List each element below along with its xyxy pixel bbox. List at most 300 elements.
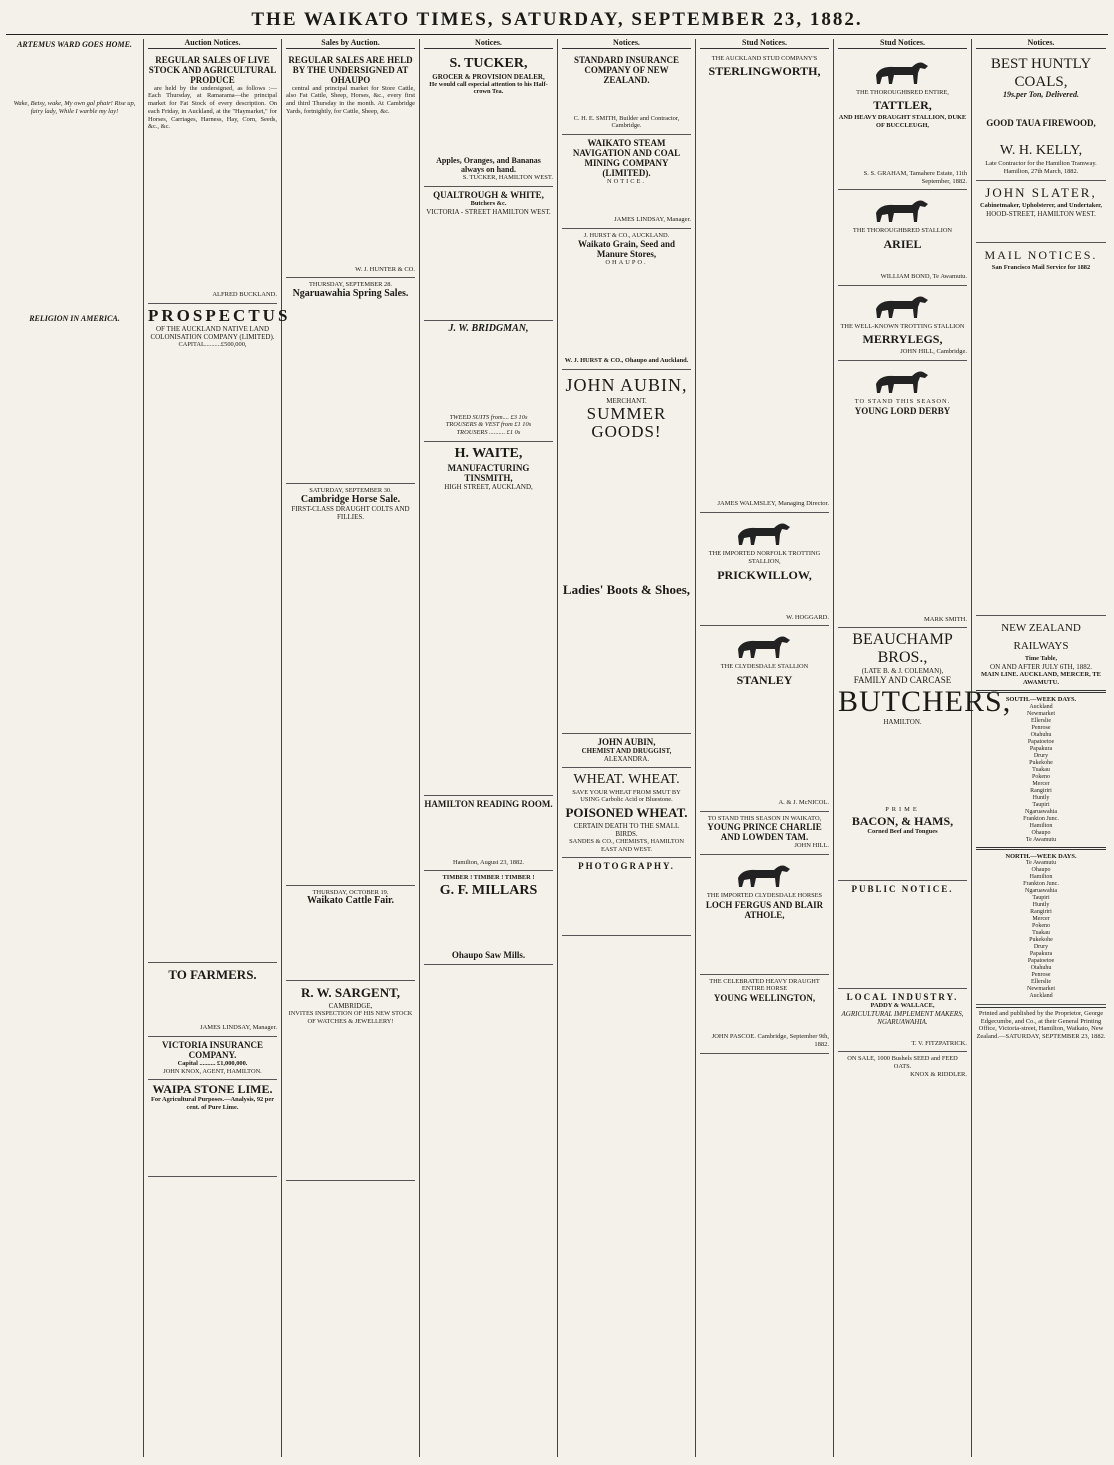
ad-title: JOHN AUBIN, bbox=[565, 374, 688, 395]
ad-title: QUALTROUGH & WHITE, bbox=[433, 189, 544, 200]
ad-capital: Capital .......... £1,000,000. bbox=[177, 1060, 248, 1068]
ad-text-block bbox=[838, 1026, 967, 1040]
table-row bbox=[976, 711, 1106, 718]
livestock-ad bbox=[148, 52, 277, 304]
column-heading: Notices. bbox=[976, 39, 1106, 49]
ad-subtitle: MANUFACTURING TINSMITH, bbox=[447, 462, 530, 483]
ad-subtitle: GROCER & PROVISION DEALER, bbox=[432, 72, 545, 81]
horse-name: STANLEY bbox=[736, 672, 793, 687]
ad-title: NEW ZEALAND RAILWAYS bbox=[1001, 622, 1081, 653]
ad-body: Corned Beef and Tongues bbox=[867, 828, 938, 836]
station-name: Frankton Junc. bbox=[1023, 815, 1059, 822]
ad-headline: Ladies' Boots & Shoes, bbox=[562, 581, 691, 597]
tattler-ad bbox=[838, 52, 967, 191]
ad-signature: JOHN HILL, Cambridge. bbox=[900, 348, 967, 356]
prospectus-ad bbox=[148, 304, 291, 964]
station-name: Pokeno bbox=[1032, 773, 1050, 780]
table-heading: SOUTH.—WEEK DAYS. bbox=[1005, 695, 1077, 703]
ad-signature: W. J. HUNTER & CO. bbox=[355, 265, 415, 273]
ad-title: JOHN AUBIN, bbox=[597, 736, 656, 747]
column-2 bbox=[144, 38, 291, 1457]
horse-icon bbox=[730, 518, 800, 548]
ad-line: MAIN LINE. AUCKLAND, MERCER, TE AWAMUTU. bbox=[981, 670, 1101, 686]
station-name: Pukekohe bbox=[1029, 759, 1053, 766]
ad-signature: T. V. FITZPATRICK. bbox=[911, 1039, 967, 1047]
ad-text-block bbox=[700, 584, 829, 614]
ad-text-block bbox=[424, 216, 553, 316]
horse-name: YOUNG PRINCE CHARLIE AND LOWDEN TAM. bbox=[707, 822, 822, 843]
ad-signature: JAMES WALMSLEY, Managing Director. bbox=[717, 500, 829, 508]
table-row bbox=[976, 802, 1106, 809]
ad-text-block bbox=[700, 1003, 829, 1033]
table-row bbox=[976, 993, 1106, 1000]
ad-title: BEAUCHAMP BROS., bbox=[852, 631, 953, 667]
table-row bbox=[976, 909, 1106, 916]
waipa-lime-ad bbox=[148, 1080, 277, 1176]
station-name: Newmarket bbox=[1027, 986, 1055, 993]
ad-text-block bbox=[424, 96, 553, 156]
ad-text-block bbox=[976, 218, 1106, 238]
ad-title: REGULAR SALES ARE HELD BY THE UNDERSIGNED AT OHAUPO bbox=[288, 54, 413, 85]
ad-body: For Agricultural Purposes.—Analysis, 92 per cent. of Pure Lime. bbox=[150, 1096, 275, 1112]
table-row bbox=[976, 774, 1106, 781]
ad-title: J. W. BRIDGMAN, bbox=[448, 322, 529, 334]
ad-date: Hamilton, 27th March, 1882. bbox=[1003, 168, 1079, 176]
station-name: Mercer bbox=[1032, 916, 1050, 923]
price-line: TWEED SUITS from.... £3 10s bbox=[449, 413, 528, 421]
ad-title: R. W. SARGENT, bbox=[300, 985, 401, 1001]
ad-signature: JAMES LINDSAY, Manager. bbox=[200, 1024, 277, 1032]
ad-signature: SANDES & CO., CHEMISTS, HAMILTON EAST AND WEST. bbox=[569, 838, 684, 853]
ad-subtitle: Time Table, bbox=[1024, 655, 1058, 663]
ad-title: MAIL NOTICES. bbox=[984, 247, 1098, 262]
ad-date: Hamilton, August 23, 1882. bbox=[452, 858, 524, 866]
tucker-ad bbox=[424, 52, 553, 187]
horse-icon bbox=[868, 291, 938, 321]
ad-subtitle: (LATE B. & J. COLEMAN), bbox=[861, 667, 944, 676]
table-row bbox=[976, 830, 1106, 837]
station-name: Taupiri bbox=[1032, 895, 1050, 902]
table-row bbox=[976, 916, 1106, 923]
wheat-ad bbox=[562, 768, 691, 859]
ad-headline: PADDY & WALLACE, bbox=[870, 1001, 935, 1009]
station-name: Newmarket bbox=[1027, 710, 1055, 717]
railways-ad bbox=[976, 616, 1106, 1005]
table-row bbox=[976, 972, 1106, 979]
ad-title: PHOTOGRAPHY. bbox=[578, 861, 675, 872]
table-row bbox=[976, 725, 1106, 732]
ad-title: THE THOROUGHBRED ENTIRE, bbox=[856, 88, 949, 96]
ad-headline: PRIME bbox=[885, 806, 920, 814]
horse-name: STERLINGWORTH, bbox=[708, 64, 821, 79]
cattle-fair-ad bbox=[286, 886, 415, 982]
station-name: Tuakau bbox=[1032, 766, 1050, 773]
horse-icon bbox=[868, 195, 938, 225]
table-row bbox=[976, 788, 1106, 795]
station-name: Drury bbox=[1033, 752, 1049, 759]
ad-signature: JOHN HILL. bbox=[794, 842, 829, 850]
ad-signature: C. H. E. SMITH, Builder and Contractor, Cambridge. bbox=[573, 114, 680, 130]
horse-icon bbox=[868, 366, 938, 396]
verse: Wake, Betsy, wake, My own gal phair! Rise up, fairy lady, While I warble my lay! bbox=[13, 100, 136, 116]
columns bbox=[6, 39, 1108, 1457]
station-name: Auckland bbox=[1029, 703, 1053, 710]
ad-signature: W. HOGGARD. bbox=[786, 613, 829, 621]
victoria-insurance-ad bbox=[148, 1037, 277, 1080]
oats-ad bbox=[838, 1052, 967, 1082]
ad-title: Waikato Grain, Seed and Manure Stores, bbox=[577, 239, 676, 260]
ad-title: THE CELEBRATED HEAVY DRAUGHT ENTIRE HORSE bbox=[709, 977, 820, 993]
bridgman-ad bbox=[424, 321, 553, 442]
ad-signature: S. TUCKER, HAMILTON WEST. bbox=[462, 174, 553, 182]
ad-title: LOCAL INDUSTRY. bbox=[846, 991, 959, 1002]
article-body bbox=[10, 58, 139, 98]
slater-ad bbox=[976, 181, 1106, 243]
table-row bbox=[976, 860, 1106, 867]
rule bbox=[976, 847, 1106, 850]
ariel-ad bbox=[838, 190, 967, 285]
horse-icon bbox=[868, 57, 938, 87]
millars-ad bbox=[424, 871, 553, 965]
article-text-block bbox=[10, 118, 139, 313]
station-name: Frankton Junc. bbox=[1023, 881, 1059, 888]
ad-place: HAMILTON. bbox=[883, 718, 922, 727]
aubin-chemist-ad bbox=[562, 734, 691, 768]
photography-ad bbox=[562, 858, 691, 936]
farmers-ad bbox=[148, 963, 277, 1037]
ad-subtitle: FAMILY AND CARCASE bbox=[853, 675, 952, 686]
ad-place: OHAUPO. bbox=[605, 259, 648, 267]
price-line: TROUSERS .......... £1 0s bbox=[456, 428, 521, 436]
table-row bbox=[976, 923, 1106, 930]
table-row bbox=[976, 816, 1106, 823]
ad-place: VICTORIA - STREET HAMILTON WEST. bbox=[426, 207, 551, 216]
waite-ad bbox=[424, 442, 553, 796]
ad-signature: JOHN PASCOE. Cambridge, September 9th, 1882. bbox=[711, 1033, 829, 1048]
station-name: Ohaupo bbox=[1031, 867, 1051, 874]
article-title: ARTEMUS WARD GOES HOME. bbox=[17, 40, 132, 49]
ad-headline: BUTCHERS, bbox=[838, 685, 1012, 719]
ad-subtitle: NOTICE. bbox=[606, 178, 647, 186]
table-row bbox=[976, 867, 1106, 874]
table-row bbox=[976, 951, 1106, 958]
column-3 bbox=[282, 39, 420, 1457]
ad-signature: WILLIAM BOND, Te Awamutu. bbox=[880, 272, 967, 280]
ad-signature: KNOX & RIDDLER. bbox=[910, 1070, 967, 1078]
station-name: Papatoetoe bbox=[1027, 738, 1055, 745]
ad-text-block bbox=[286, 1026, 415, 1176]
young-wellington-ad bbox=[700, 975, 829, 1054]
ad-title: WAIKATO STEAM NAVIGATION AND COAL MINING COMPANY (LIMITED). bbox=[572, 138, 681, 179]
table-row bbox=[976, 753, 1106, 760]
ad-text-block bbox=[700, 80, 829, 500]
station-name: Hamilton bbox=[1029, 874, 1053, 881]
sale-date: THURSDAY, SEPTEMBER 28. bbox=[308, 281, 393, 289]
ad-title: THE AUCKLAND STUD COMPANY'S bbox=[711, 54, 818, 62]
steam-navigation-ad bbox=[562, 135, 691, 228]
table-row bbox=[976, 718, 1106, 725]
horse-name: YOUNG WELLINGTON, bbox=[713, 993, 816, 1004]
ad-subtitle: AND HEAVY DRAUGHT STALLION, DUKE OF BUCCLEUGH, bbox=[838, 114, 967, 130]
ohaupo-sales-ad bbox=[286, 52, 415, 279]
station-name: Otahuhu bbox=[1030, 731, 1052, 738]
table-row bbox=[976, 746, 1106, 753]
ad-text-block bbox=[148, 984, 277, 1024]
article-title: RELIGION IN AMERICA. bbox=[29, 313, 120, 323]
article-text-block bbox=[10, 325, 139, 1365]
ad-body: central and principal market for Store Cattle, also Fat Cattle, Sheep, Horses, &c., every first and third Thursday in the month. At Cambridge Yards, fortnightly, for Cattle, Sheep, &c. bbox=[286, 84, 415, 115]
column-heading: Notices. bbox=[562, 39, 691, 49]
reading-room-ad bbox=[424, 796, 553, 872]
station-name: Auckland bbox=[1029, 993, 1053, 1000]
column-4 bbox=[420, 39, 558, 1457]
ad-body: ON SALE, 1000 Bushels SEED and FEED OATS. bbox=[847, 1055, 958, 1070]
price-line: TROUSERS & VEST from £1 10s bbox=[445, 421, 532, 429]
ad-body: He would call especial attention to his Half-crown Tea. bbox=[429, 80, 548, 96]
column-heading: Notices. bbox=[424, 39, 553, 49]
ad-subtitle: OF THE AUCKLAND NATIVE LAND COLONISATION COMPANY (LIMITED). bbox=[150, 324, 275, 341]
ad-text-block bbox=[976, 271, 1106, 611]
ad-text-block bbox=[976, 128, 1106, 142]
horse-icon bbox=[730, 631, 800, 661]
ad-title: PROSPECTUS bbox=[148, 305, 291, 325]
station-name: Pukekohe bbox=[1029, 937, 1053, 944]
ad-subtitle: CHEMIST AND DRUGGIST, bbox=[581, 746, 672, 755]
station-name: Huntly bbox=[1032, 902, 1050, 909]
ad-title: THE IMPORTED NORFOLK TROTTING STALLION, bbox=[708, 550, 821, 565]
station-name: Te Awamutu bbox=[1025, 860, 1057, 867]
ad-title: VICTORIA INSURANCE COMPANY. bbox=[161, 1040, 264, 1061]
horse-name: MERRYLEGS, bbox=[862, 332, 943, 347]
ad-text-block bbox=[286, 906, 415, 976]
ad-text-block bbox=[562, 441, 691, 581]
ad-headline: SUMMER GOODS! bbox=[586, 403, 667, 441]
ad-text-block bbox=[562, 871, 691, 931]
ad-title: HAMILTON READING ROOM. bbox=[424, 798, 553, 809]
station-name: Penrose bbox=[1031, 724, 1051, 731]
table-row bbox=[976, 823, 1106, 830]
ad-signature: JOHN KNOX, AGENT, HAMILTON. bbox=[163, 1067, 262, 1075]
table-heading: NORTH.—WEEK DAYS. bbox=[1005, 852, 1077, 860]
ad-headline: BACON, & HAMS, bbox=[851, 814, 954, 829]
station-name: Ngaruawahia bbox=[1025, 808, 1057, 815]
local-industry-ad bbox=[838, 989, 967, 1052]
ad-body: are held by the undersigned, as follows :— Each Thursday, at Ramarama—the principal market for Fat Stock of every description. On each Friday, in Auckland, at the "Haymarket," for Horses, Carriages, Harness, Hay, Corn, Seeds, &c., &c. bbox=[148, 84, 277, 131]
station-name: Papatoetoe bbox=[1027, 958, 1055, 965]
sale-date: SATURDAY, SEPTEMBER 30. bbox=[309, 486, 392, 494]
ad-signature: ALFRED BUCKLAND. bbox=[212, 290, 277, 298]
station-name: Papakura bbox=[1029, 951, 1053, 958]
column-7 bbox=[834, 38, 1012, 1457]
ad-date: ON AND AFTER JULY 6TH, 1882. bbox=[990, 662, 1092, 671]
ad-headline: GOOD TAUA FIREWOOD, bbox=[986, 118, 1096, 129]
ad-subtitle: Late Contractor for the Hamilton Tramway. bbox=[985, 160, 1097, 168]
station-name: Penrose bbox=[1031, 972, 1051, 979]
station-name: Huntly bbox=[1032, 794, 1050, 801]
station-name: Ellerslie bbox=[1031, 979, 1051, 986]
ngaruawahia-sale-ad bbox=[286, 278, 415, 484]
ad-subtitle: 19s.per Ton, Delivered. bbox=[1003, 89, 1079, 99]
ad-capital: CAPITAL..........£500,000, bbox=[178, 340, 247, 348]
ad-title: WAIPA STONE LIME. bbox=[152, 1082, 273, 1097]
station-name: Rangiriri bbox=[1030, 787, 1052, 794]
ad-subtitle: FIRST-CLASS DRAUGHT COLTS AND FILLIES. bbox=[291, 504, 410, 521]
column-5 bbox=[558, 39, 696, 1457]
article-body bbox=[10, 51, 139, 59]
sterlingworth-ad bbox=[700, 52, 829, 513]
ad-text-block bbox=[562, 85, 691, 115]
ad-title: H. WAITE, bbox=[454, 445, 523, 461]
table-row bbox=[976, 781, 1106, 788]
station-name: Drury bbox=[1033, 944, 1049, 951]
ad-place: ALEXANDRA. bbox=[603, 754, 650, 763]
ad-title: Ngaruawahia Spring Sales. bbox=[292, 287, 409, 299]
ad-text-block bbox=[562, 186, 691, 216]
table-row bbox=[976, 930, 1106, 937]
ad-title: G. F. MILLARS bbox=[439, 883, 538, 899]
timetable-south bbox=[976, 704, 1106, 844]
horse-name: PRICKWILLOW, bbox=[717, 567, 812, 582]
loch-fergus-ad bbox=[700, 855, 829, 975]
ad-title: TO STAND THIS SEASON. bbox=[854, 398, 951, 406]
ad-body: Apples, Oranges, and Bananas always on hand. bbox=[436, 156, 541, 175]
ad-subtitle: Cabinetmaker, Upholsterer, and Undertaker, bbox=[979, 201, 1103, 209]
table-row bbox=[976, 979, 1106, 986]
ad-text-block bbox=[838, 894, 967, 984]
table-row bbox=[976, 795, 1106, 802]
column-heading: Stud Notices. bbox=[700, 39, 829, 49]
station-name: Ngaruawahia bbox=[1025, 888, 1057, 895]
column-heading: Stud Notices. bbox=[838, 39, 967, 49]
table-row bbox=[976, 902, 1106, 909]
merrylegs-ad bbox=[838, 286, 967, 361]
ad-subtitle: CAMBRIDGE, bbox=[328, 1002, 373, 1011]
ad-title: TO FARMERS. bbox=[168, 967, 257, 983]
ad-subtitle: CERTAIN DEATH TO THE SMALL BIRDS. bbox=[573, 822, 680, 839]
ad-title: Cambridge Horse Sale. bbox=[300, 493, 401, 505]
ad-title: TO STAND THIS SEASON IN WAIKATO, bbox=[707, 814, 822, 822]
young-lord-derby-ad bbox=[838, 361, 967, 628]
ad-banner: TIMBER ! TIMBER ! TIMBER ! bbox=[442, 874, 535, 882]
station-name: Taupiri bbox=[1032, 801, 1050, 808]
aubin-merchant-ad bbox=[562, 370, 691, 734]
table-row bbox=[976, 760, 1106, 767]
table-row bbox=[976, 895, 1106, 902]
ad-body: SAVE YOUR WHEAT FROM SMUT BY USING Carbolic Acid or Bluestone. bbox=[572, 788, 681, 804]
ad-subtitle: Butchers &c. bbox=[470, 199, 507, 207]
standard-insurance-ad bbox=[562, 52, 691, 135]
ad-text-block bbox=[424, 900, 553, 950]
ad-text-block bbox=[976, 98, 1106, 118]
ad-signature: MARK SMITH. bbox=[924, 615, 967, 623]
ad-text-block bbox=[562, 267, 691, 357]
station-name: Rangiriri bbox=[1030, 909, 1052, 916]
horse-icon bbox=[730, 860, 800, 890]
mail-notices-ad bbox=[976, 243, 1106, 617]
printer-imprint: Printed and published by the Proprietor, George Edgecumbe, and Co., at their General Printing Office, Victoria-street, Hamilton, Waikato, New Zealand.—SATURDAY, SEPTEMBER 23, 1882. bbox=[976, 1007, 1106, 1040]
ad-text-block bbox=[838, 726, 967, 806]
station-name: Otahuhu bbox=[1030, 965, 1052, 972]
station-name: Te Awamutu bbox=[1025, 836, 1057, 843]
ad-header: J. HURST & CO., AUCKLAND. bbox=[583, 231, 670, 239]
horse-name: TATTLER, bbox=[873, 98, 932, 113]
ad-title: THE IMPORTED CLYDESDALE HORSES bbox=[706, 892, 823, 900]
column-1 bbox=[6, 39, 144, 1457]
ad-headline: POISONED WHEAT. bbox=[565, 805, 688, 821]
ad-title: S. TUCKER, bbox=[449, 55, 528, 71]
station-name: Ellerslie bbox=[1031, 717, 1051, 724]
ad-text-block bbox=[286, 521, 415, 881]
beauchamp-ad bbox=[838, 628, 1012, 880]
ad-title: THE THOROUGHBRED STALLION bbox=[852, 227, 953, 235]
ad-text-block bbox=[424, 334, 553, 414]
timetable-north bbox=[976, 860, 1106, 1000]
table-row bbox=[976, 809, 1106, 816]
ad-signature: JAMES LINDSAY, Manager. bbox=[614, 215, 691, 223]
cambridge-horse-sale-ad bbox=[286, 484, 415, 886]
horse-name: LOCH FERGUS AND BLAIR ATHOLE, bbox=[705, 899, 824, 920]
station-name: Pokeno bbox=[1032, 923, 1050, 930]
table-row bbox=[976, 958, 1106, 965]
table-row bbox=[976, 944, 1106, 951]
station-name: Papakura bbox=[1029, 745, 1053, 752]
ad-title: THE WELL-KNOWN TROTTING STALLION bbox=[840, 322, 965, 330]
column-6 bbox=[696, 39, 834, 1457]
ad-text-block bbox=[286, 299, 415, 479]
table-row bbox=[976, 767, 1106, 774]
column-8 bbox=[972, 39, 1110, 1457]
ad-signature: A. & J. McNICOL. bbox=[778, 798, 829, 806]
table-row bbox=[976, 739, 1106, 746]
ad-title: Waikato Cattle Fair. bbox=[306, 895, 395, 907]
ad-title: THE CLYDESDALE STALLION bbox=[720, 663, 809, 671]
public-notice-ad bbox=[838, 881, 967, 989]
horse-name: ARIEL bbox=[883, 236, 922, 251]
ad-text-block bbox=[838, 253, 967, 273]
table-row bbox=[976, 986, 1106, 993]
horse-name: YOUNG LORD DERBY bbox=[854, 405, 951, 416]
grain-stores-ad bbox=[562, 229, 691, 370]
ad-place: HIGH STREET, AUCKLAND, bbox=[444, 482, 533, 491]
ad-text-block bbox=[700, 689, 829, 799]
ad-body: INVITES INSPECTION OF HIS NEW STOCK OF WATCHES & JEWELLERY! bbox=[288, 1010, 413, 1026]
ad-text-block bbox=[148, 131, 277, 291]
ad-title: WHEAT. WHEAT. bbox=[573, 771, 680, 787]
table-row bbox=[976, 881, 1106, 888]
ad-title: PUBLIC NOTICE. bbox=[851, 883, 954, 894]
prickwillow-ad bbox=[700, 513, 829, 626]
table-row bbox=[976, 837, 1106, 844]
ad-text-block bbox=[700, 920, 829, 970]
station-name: Hamilton bbox=[1029, 822, 1053, 829]
prince-charlie-ad bbox=[700, 812, 829, 855]
table-row bbox=[976, 965, 1106, 972]
table-row bbox=[976, 874, 1106, 881]
sargent-ad bbox=[286, 981, 415, 1180]
ad-subtitle: MERCHANT. bbox=[606, 396, 647, 405]
table-row bbox=[976, 732, 1106, 739]
column-heading: Auction Notices. bbox=[148, 39, 277, 49]
ad-signature: W. H. KELLY, bbox=[999, 143, 1083, 159]
ad-footer: Ohaupo Saw Mills. bbox=[451, 950, 526, 961]
sale-date: THURSDAY, OCTOBER 19. bbox=[312, 888, 389, 896]
ad-text-block bbox=[838, 836, 967, 876]
ad-title: JOHN SLATER, bbox=[985, 184, 1097, 200]
table-row bbox=[976, 937, 1106, 944]
ad-title: BEST HUNTLY COALS, bbox=[990, 55, 1092, 90]
ad-text-block bbox=[838, 130, 967, 170]
masthead: THE WAIKATO TIMES, SATURDAY, SEPTEMBER 23, 1882. bbox=[6, 6, 1108, 35]
